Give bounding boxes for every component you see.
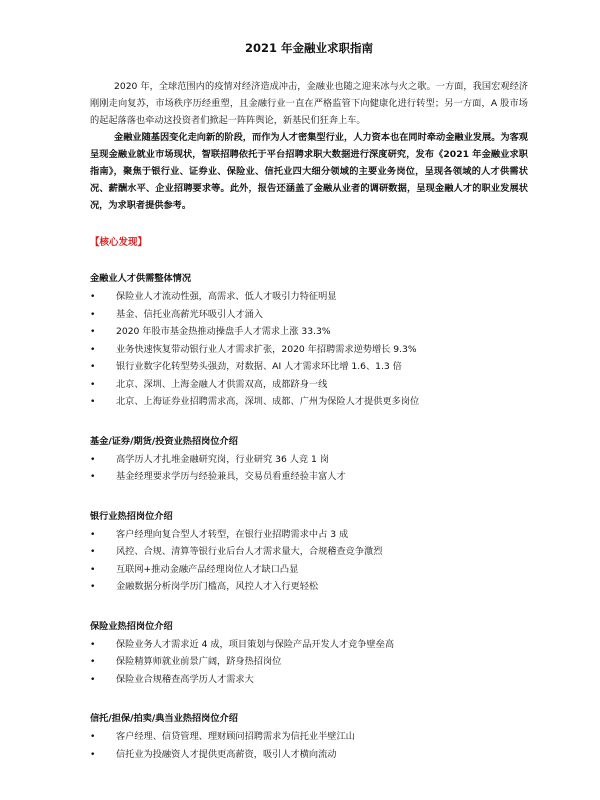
bullet-icon: • <box>90 656 96 667</box>
bullet-icon: • <box>90 638 96 650</box>
list-item-text: 保险业务人才需求近 4 成，项目策划与保险产品开发人才竞争壁垒高 <box>116 638 395 650</box>
bullet-icon: • <box>90 291 96 302</box>
section-list <box>90 288 528 411</box>
list-item-text: 保险业人才流动性强，高需求、低人才吸引力特征明显 <box>116 291 337 302</box>
bullet-icon: • <box>90 343 96 355</box>
list-item-text: 基金、信托业高薪光环吸引人才涌入 <box>116 308 263 320</box>
list-item-text: 业务快速恢复带动银行业人才需求扩张，2020 年招聘需求逆势增长 9.3% <box>116 343 417 355</box>
list-item <box>90 306 528 324</box>
list-item-text: 风控、合规、清算等银行业后台人才需求量大，合规稽查竞争激烈 <box>116 546 383 557</box>
list-item <box>90 376 528 394</box>
list-item-text: 基金经理要求学历与经验兼具，交易员看重经验丰富人才 <box>116 471 346 482</box>
list-item <box>90 746 528 764</box>
bullet-icon: • <box>90 453 96 465</box>
section-list <box>90 728 528 763</box>
bullet-icon: • <box>90 396 96 407</box>
list-item <box>90 728 528 746</box>
bullet-icon: • <box>90 326 96 337</box>
list-item <box>90 653 528 671</box>
list-item-text: 2020 年股市基金热推动操盘手人才需求上涨 33.3% <box>116 326 331 337</box>
list-item-text: 保险精算师就业前景广阔，跻身热招岗位 <box>116 656 282 667</box>
intro-paragraph-2: 金融业随基因变化走向新的阶段，而作为人才密集型行业，人力资本也在同时牵动金融业发展。为客观呈现金融业就业市场现状，智联招聘依托于平台招聘求职大数据进行深度研究，发布《2021 年金融业求职指南》，聚焦于银行业、证券业、保险业、信托业四大细分领域的主要业务岗位，呈现各领域的人才供需状况、薪酬水平、企业招聘要求等。此外，报告还涵盖了金融从业者的调研数据，呈现金融人才的职业发展状况，为求职者提供参考。 <box>90 132 528 211</box>
intro-paragraph-1: 2020 年，全球范围内的疫情对经济造成冲击，金融业也随之迎来冰与火之歌。一方面，我国宏观经济刚刚走向复苏，市场秩序历经重塑，且金融行业一直在严格监管下向健康化进行转型；另一方面，A 股市场的起起落落也牵动这投资者们掀起一阵阵舆论，新基民们狂奔上车。 <box>90 81 528 126</box>
bullet-icon: • <box>90 308 96 320</box>
bullet-icon: • <box>90 581 96 592</box>
list-item <box>90 671 528 689</box>
list-item <box>90 288 528 306</box>
bullet-icon: • <box>90 546 96 557</box>
list-item <box>90 323 528 341</box>
section-heading: 基金/证券/期货/投资业热招岗位介绍 <box>90 435 238 447</box>
section-heading: 金融业人才供需整体情况 <box>90 273 192 284</box>
bullet-icon: • <box>90 563 96 575</box>
bullet-icon: • <box>90 673 96 685</box>
bullet-icon: • <box>90 471 96 482</box>
section-list <box>90 636 528 689</box>
list-item <box>90 561 528 579</box>
list-item-text: 金融数据分析岗学历门槛高，风控人才入行更轻松 <box>116 581 319 592</box>
list-item <box>90 578 528 596</box>
bullet-icon: • <box>90 731 96 742</box>
section-heading: 银行业热招岗位介绍 <box>90 510 173 522</box>
list-item <box>90 543 528 561</box>
list-item-text: 保险业合规稽查高学历人才需求大 <box>116 673 254 685</box>
bullet-icon: • <box>90 528 96 540</box>
bullet-icon: • <box>90 361 96 372</box>
list-item-text: 银行业数字化转型势头强劲，对数据、AI 人才需求环比增 1.6、1.3 倍 <box>116 361 402 372</box>
bullet-icon: • <box>90 378 96 390</box>
list-item <box>90 393 528 411</box>
core-findings-label: 【核心发现】 <box>90 237 148 248</box>
section-list <box>90 451 528 486</box>
list-item <box>90 341 528 359</box>
list-item-text: 北京、深圳、上海金融人才供需双高，成都跻身一线 <box>116 378 328 390</box>
bullet-icon: • <box>90 748 96 760</box>
list-item-text: 客户经理向复合型人才转型，在银行业招聘需求中占 3 成 <box>116 528 349 540</box>
list-item <box>90 526 528 544</box>
list-item <box>90 468 528 486</box>
list-item <box>90 636 528 654</box>
list-item <box>90 451 528 469</box>
list-item <box>90 358 528 376</box>
list-item-text: 信托业为投融资人才提供更高薪资，吸引人才横向流动 <box>116 748 337 760</box>
page-title: 2021 年金融业求职指南 <box>244 41 373 55</box>
section-heading: 保险业热招岗位介绍 <box>90 620 173 632</box>
findings-sections <box>90 270 528 763</box>
list-item-text: 客户经理、信贷管理、理财顾问招聘需求为信托业半壁江山 <box>116 731 355 742</box>
list-item-text: 北京、上海证券业招聘需求高，深圳、成都、广州为保险人才提供更多岗位 <box>116 396 420 407</box>
list-item-text: 高学历人才扎堆金融研究岗，行业研究 36 人竞 1 岗 <box>116 453 329 465</box>
section-heading: 信托/担保/拍卖/典当业热招岗位介绍 <box>90 713 238 724</box>
section-list <box>90 526 528 596</box>
list-item-text: 互联网+推动金融产品经理岗位人才缺口凸显 <box>116 563 299 575</box>
